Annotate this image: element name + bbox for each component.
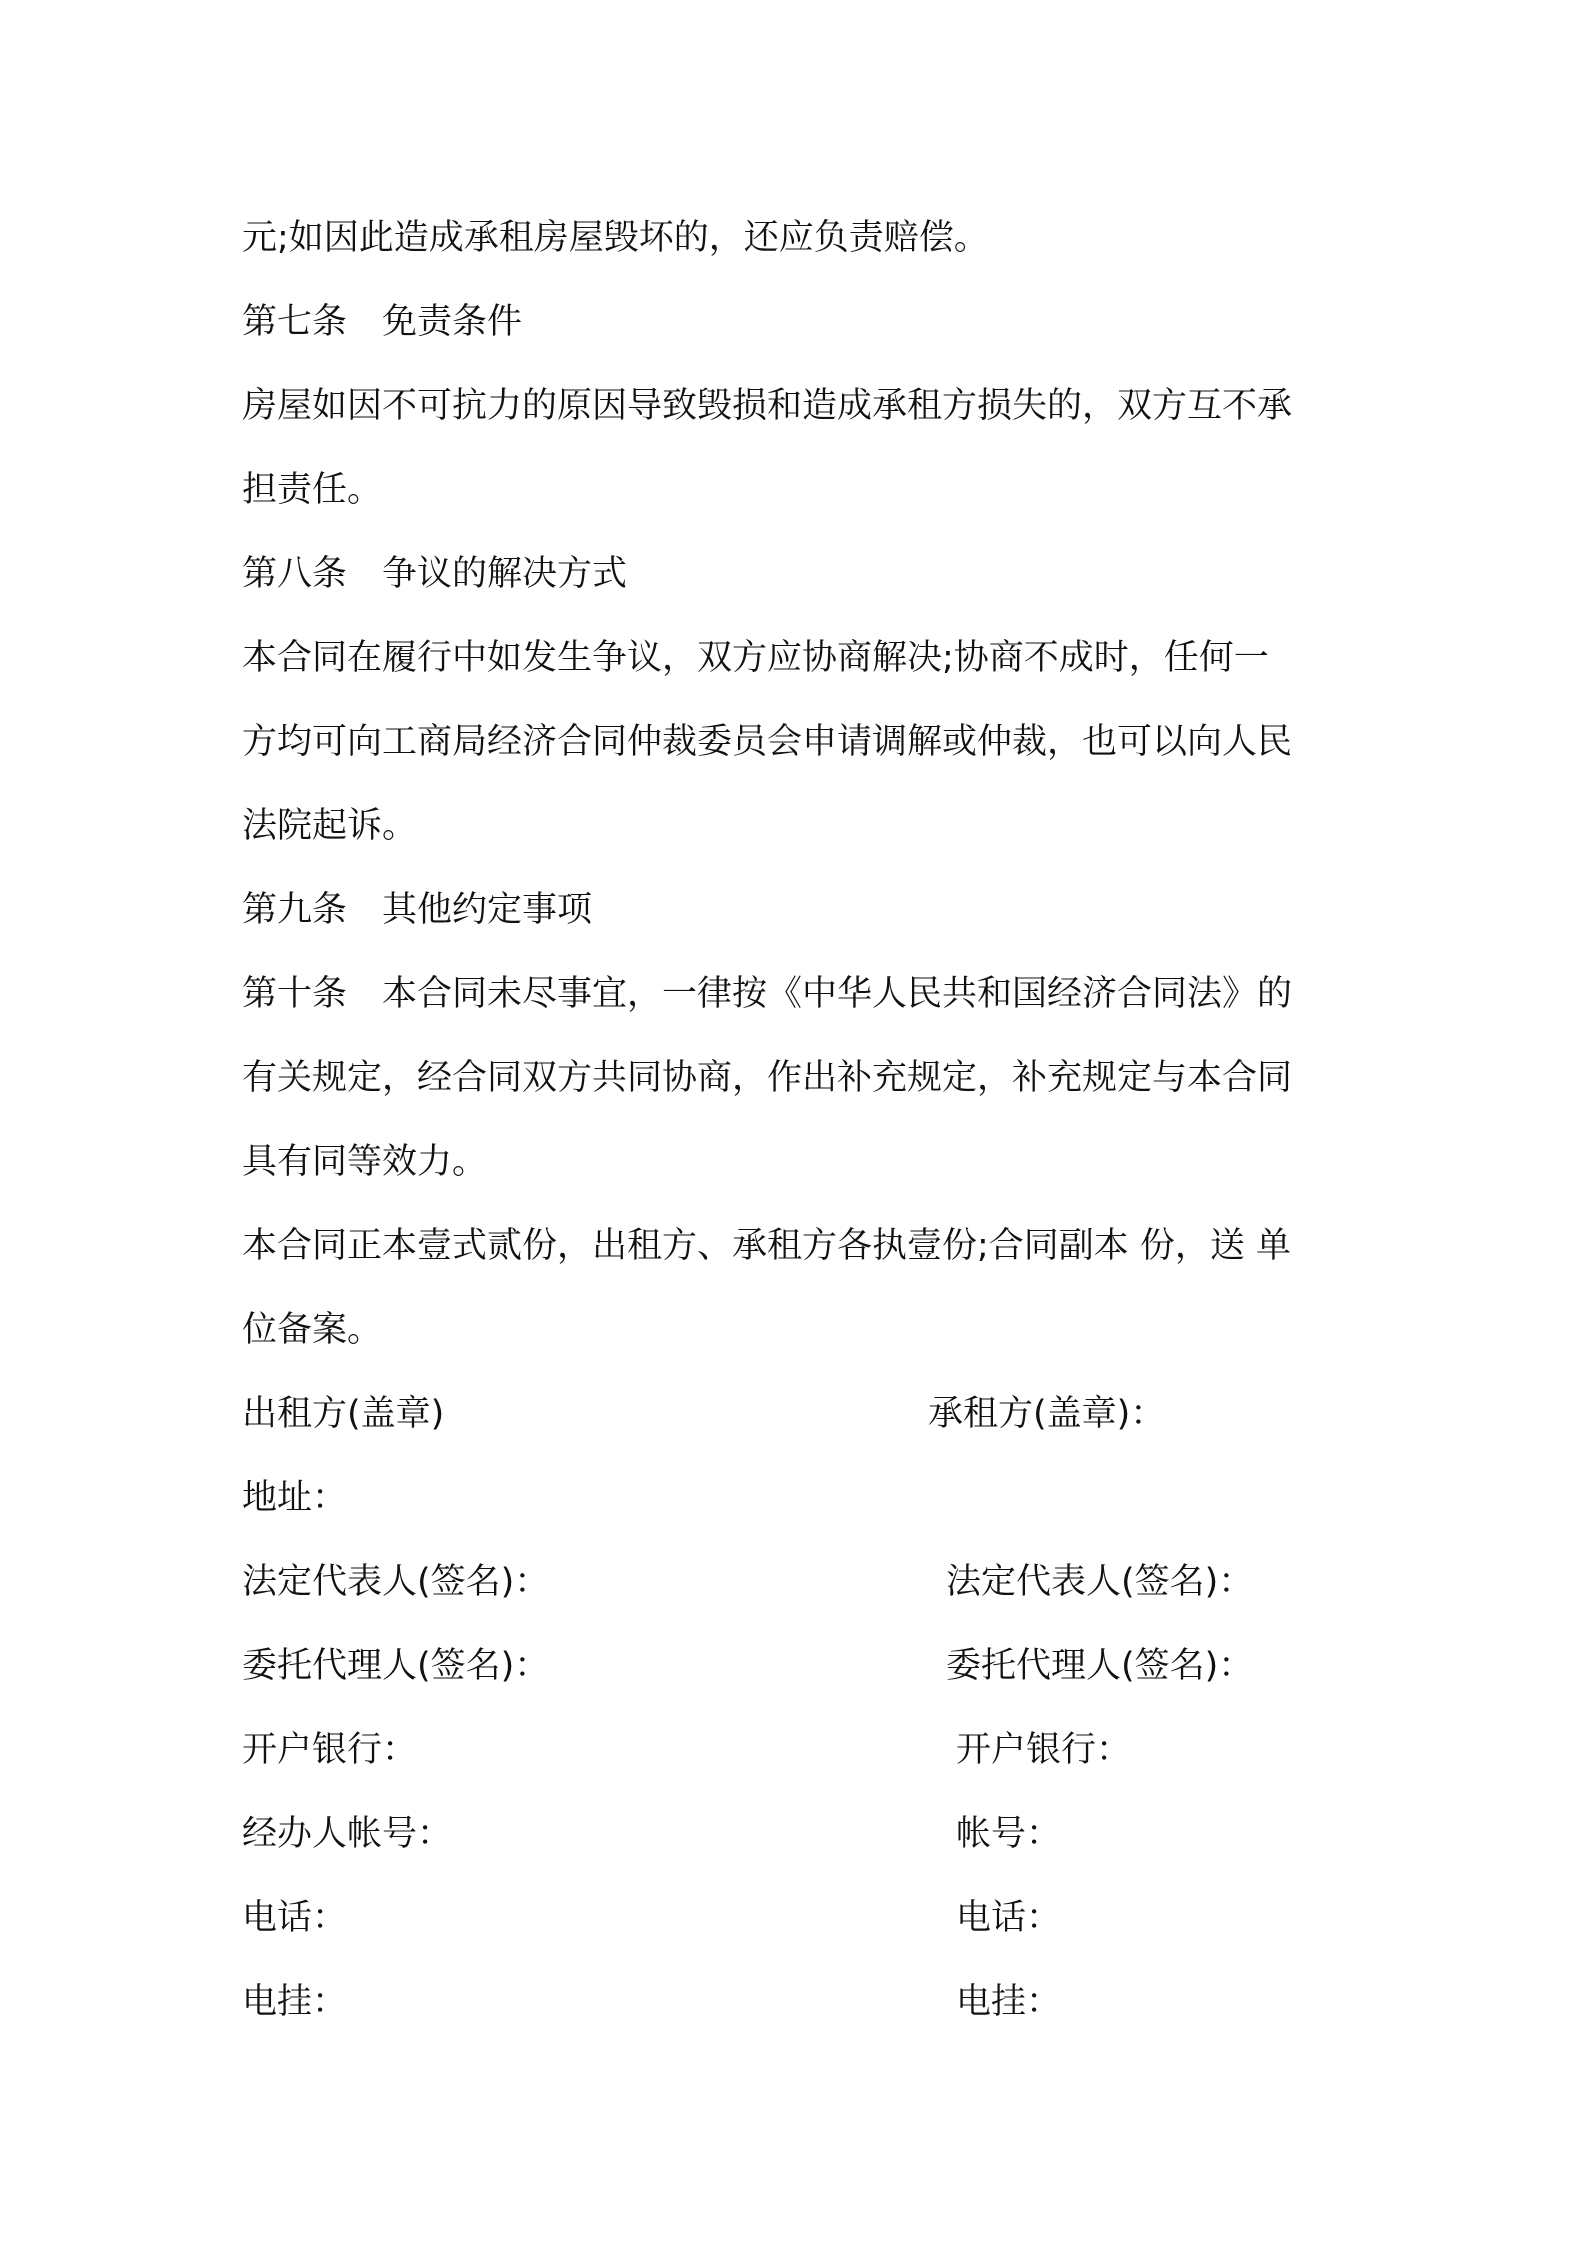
lessor-legal-rep-label: 法定代表人(签名)： <box>242 1562 550 1602</box>
lessor-agent-label: 委托代理人(签名)： <box>242 1646 550 1686</box>
lessee-agent-label: 委托代理人(签名)： <box>946 1646 1254 1686</box>
lessee-telegraph-label: 电挂： <box>956 1982 1062 2022</box>
article-9-heading: 第九条 其他约定事项 <box>242 890 593 930</box>
text-line: 有关规定，经合同双方共同协商，作出补充规定，补充规定与本合同 <box>242 1058 1293 1098</box>
lessor-phone-label: 电话： <box>242 1898 348 1938</box>
signature-row-address <box>242 1456 1362 1540</box>
lessor-seal-label: 出租方(盖章) <box>242 1394 445 1434</box>
contract-body <box>242 196 1362 2044</box>
text-line: 本合同正本壹式贰份，出租方、承租方各执壹份;合同副本 份，送 单 <box>242 1226 1292 1266</box>
lessee-account-label: 帐号： <box>956 1814 1062 1854</box>
article-10-text: 第十条 本合同未尽事宜，一律按《中华人民共和国经济合同法》的 <box>242 974 1293 1014</box>
lessee-bank-label: 开户银行： <box>956 1730 1132 1770</box>
article-8-heading: 第八条 争议的解决方式 <box>242 554 628 594</box>
signature-row-bank <box>242 1708 1362 1792</box>
text-line: 房屋如因不可抗力的原因导致毁损和造成承租方损失的，双方互不承 <box>242 386 1293 426</box>
text-line: 担责任。 <box>242 470 383 510</box>
signature-row-agent <box>242 1624 1362 1708</box>
signature-block <box>242 1372 1362 2044</box>
signature-row-seal <box>242 1372 1362 1456</box>
signature-row-phone <box>242 1876 1362 1960</box>
lessor-account-label: 经办人帐号： <box>242 1814 453 1854</box>
text-line: 位备案。 <box>242 1310 383 1350</box>
lessee-legal-rep-label: 法定代表人(签名)： <box>946 1562 1254 1602</box>
signature-row-account <box>242 1792 1362 1876</box>
text-line: 具有同等效力。 <box>242 1142 488 1182</box>
article-7-heading: 第七条 免责条件 <box>242 302 523 342</box>
lessee-seal-label: 承租方(盖章)： <box>928 1394 1166 1434</box>
text-line: 本合同在履行中如发生争议，双方应协商解决;协商不成时，任何一 <box>242 638 1269 678</box>
lessee-phone-label: 电话： <box>956 1898 1062 1938</box>
lessor-telegraph-label: 电挂： <box>242 1982 348 2022</box>
text-line: 元;如因此造成承租房屋毁坏的，还应负责赔偿。 <box>242 218 989 258</box>
address-label: 地址： <box>242 1478 348 1518</box>
signature-row-legal-rep <box>242 1540 1362 1624</box>
text-line: 法院起诉。 <box>242 806 418 846</box>
lessor-bank-label: 开户银行： <box>242 1730 418 1770</box>
signature-row-telegraph <box>242 1960 1362 2044</box>
text-line: 方均可向工商局经济合同仲裁委员会申请调解或仲裁，也可以向人民 <box>242 722 1293 762</box>
